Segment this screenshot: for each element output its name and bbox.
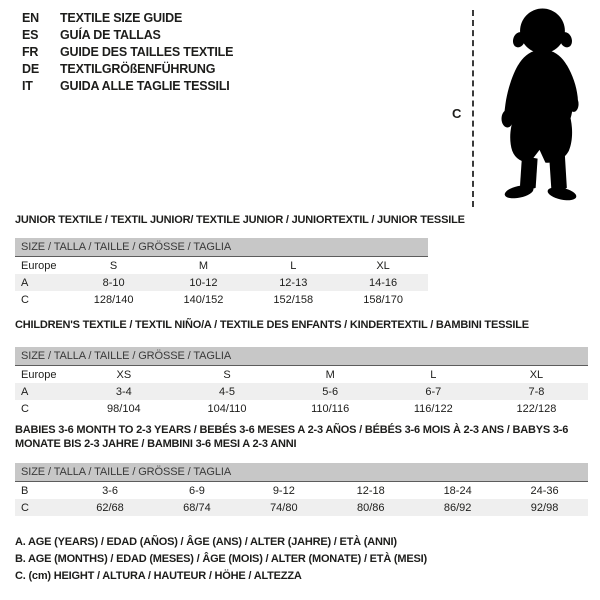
baby-silhouette-icon bbox=[483, 4, 600, 210]
row-value: 152/158 bbox=[273, 293, 314, 306]
row-value: 4-5 bbox=[175, 383, 278, 400]
row-value: 68/74 bbox=[153, 499, 240, 516]
row-value: 7-8 bbox=[485, 383, 588, 400]
row-value: 80/86 bbox=[327, 499, 414, 516]
row-value: XL bbox=[529, 368, 544, 381]
row-value: M bbox=[325, 368, 335, 381]
language-row bbox=[22, 27, 233, 44]
height-dashed-line bbox=[472, 10, 474, 207]
row-value: 6-7 bbox=[382, 383, 485, 400]
row-label: C bbox=[21, 293, 29, 306]
row-value: 62/68 bbox=[67, 499, 154, 516]
row-value: 116/122 bbox=[413, 402, 453, 415]
row-value: 9-12 bbox=[272, 484, 295, 497]
row-value: M bbox=[198, 259, 209, 272]
row-value: 110/116 bbox=[311, 402, 350, 415]
language-row bbox=[22, 61, 233, 78]
row-value: 3-6 bbox=[102, 484, 118, 497]
language-code: EN bbox=[22, 11, 39, 25]
row-label: A bbox=[15, 383, 72, 400]
row-value: XS bbox=[116, 368, 132, 381]
size-header: SIZE / TALLA / TAILLE / GRÖSSE / TAGLIA bbox=[15, 463, 588, 482]
babies-table-title: BABIES 3-6 MONTH TO 2-3 YEARS / BEBÉS 3-6 MESES A 2-3 AÑOS / BÉBÉS 3-6 MOIS À 2-3 ANS / BABYS 3-6 MONATE BIS 2-3 JAHRE / BAMBINI 3-6 MESI A 2-3 ANNI bbox=[15, 424, 569, 450]
row-value: 140/152 bbox=[183, 293, 224, 306]
table-row bbox=[15, 366, 588, 384]
language-code: DE bbox=[22, 62, 39, 76]
row-value: 12-13 bbox=[248, 274, 338, 291]
row-value: 12-18 bbox=[356, 484, 385, 497]
row-value: 6-9 bbox=[188, 484, 205, 497]
row-value: XL bbox=[376, 259, 390, 272]
junior-size-table bbox=[15, 238, 428, 308]
legend-line-age-months: B. AGE (MONTHS) / EDAD (MESES) / ÂGE (MOIS) / ALTER (MONATE) / ETÀ (MESI) bbox=[15, 553, 427, 565]
row-value: 8-10 bbox=[69, 274, 159, 291]
row-value: 14-16 bbox=[338, 274, 428, 291]
legend-line-height: C. (cm) HEIGHT / ALTURA / HAUTEUR / HÖHE / ALTEZZA bbox=[15, 570, 302, 582]
size-header-row bbox=[15, 238, 428, 257]
row-value: 24-36 bbox=[530, 484, 559, 497]
row-value: 128/140 bbox=[93, 293, 134, 306]
table-row bbox=[15, 400, 588, 417]
row-value: S bbox=[223, 368, 231, 381]
row-label: A bbox=[15, 274, 69, 291]
children-size-table bbox=[15, 347, 588, 417]
row-label: C bbox=[15, 499, 67, 516]
size-header: SIZE / TALLA / TAILLE / GRÖSSE / TAGLIA bbox=[15, 238, 428, 257]
row-label: B bbox=[21, 484, 29, 497]
row-value: S bbox=[109, 259, 118, 272]
row-value: 158/170 bbox=[363, 293, 403, 306]
row-label: Europe bbox=[21, 259, 57, 272]
language-label: GUIDE DES TAILLES TEXTILE bbox=[60, 45, 234, 59]
size-header: SIZE / TALLA / TAILLE / GRÖSSE / TAGLIA bbox=[15, 347, 588, 366]
row-label: Europe bbox=[21, 368, 57, 381]
language-code: FR bbox=[22, 45, 39, 59]
language-list bbox=[22, 10, 233, 95]
language-row bbox=[22, 44, 233, 61]
table-row bbox=[15, 499, 588, 516]
row-value: 5-6 bbox=[279, 383, 382, 400]
table-row bbox=[15, 482, 588, 500]
row-value: 18-24 bbox=[443, 484, 472, 497]
row-label: C bbox=[21, 402, 29, 415]
height-label: C bbox=[452, 106, 462, 121]
junior-table-title: JUNIOR TEXTILE / TEXTIL JUNIOR/ TEXTILE JUNIOR / JUNIORTEXTIL / JUNIOR TESSILE bbox=[15, 214, 465, 226]
size-header-row bbox=[15, 347, 588, 366]
row-value: 10-12 bbox=[159, 274, 249, 291]
language-row bbox=[22, 78, 233, 95]
row-value: 122/128 bbox=[516, 402, 557, 415]
row-value: 92/98 bbox=[501, 499, 588, 516]
table-row bbox=[15, 383, 588, 400]
language-label: TEXTILE SIZE GUIDE bbox=[60, 11, 183, 25]
size-header-row bbox=[15, 463, 588, 482]
language-label: TEXTILGRÖßENFÜHRUNG bbox=[60, 62, 216, 76]
legend bbox=[15, 534, 427, 585]
language-label: GUÍA DE TALLAS bbox=[60, 28, 161, 42]
row-value: 74/80 bbox=[240, 499, 327, 516]
row-value: 86/92 bbox=[414, 499, 501, 516]
table-row bbox=[15, 274, 428, 291]
row-value: L bbox=[290, 259, 297, 272]
language-code: ES bbox=[22, 28, 39, 42]
babies-size-table bbox=[15, 463, 588, 516]
language-row bbox=[22, 10, 233, 27]
legend-line-age-years: A. AGE (YEARS) / EDAD (AÑOS) / ÂGE (ANS) / ALTER (JAHRE) / ETÀ (ANNI) bbox=[15, 536, 397, 548]
table-row bbox=[15, 257, 428, 275]
children-table-title: CHILDREN'S TEXTILE / TEXTIL NIÑO/A / TEXTILE DES ENFANTS / KINDERTEXTIL / BAMBINI TESSILE bbox=[15, 319, 529, 331]
language-label: GUIDA ALLE TAGLIE TESSILI bbox=[60, 79, 230, 93]
table-row bbox=[15, 291, 428, 308]
row-value: 104/110 bbox=[207, 402, 247, 415]
row-value: L bbox=[430, 368, 437, 381]
row-value: 98/104 bbox=[107, 402, 141, 415]
row-value: 3-4 bbox=[72, 383, 175, 400]
language-code: IT bbox=[22, 79, 33, 93]
